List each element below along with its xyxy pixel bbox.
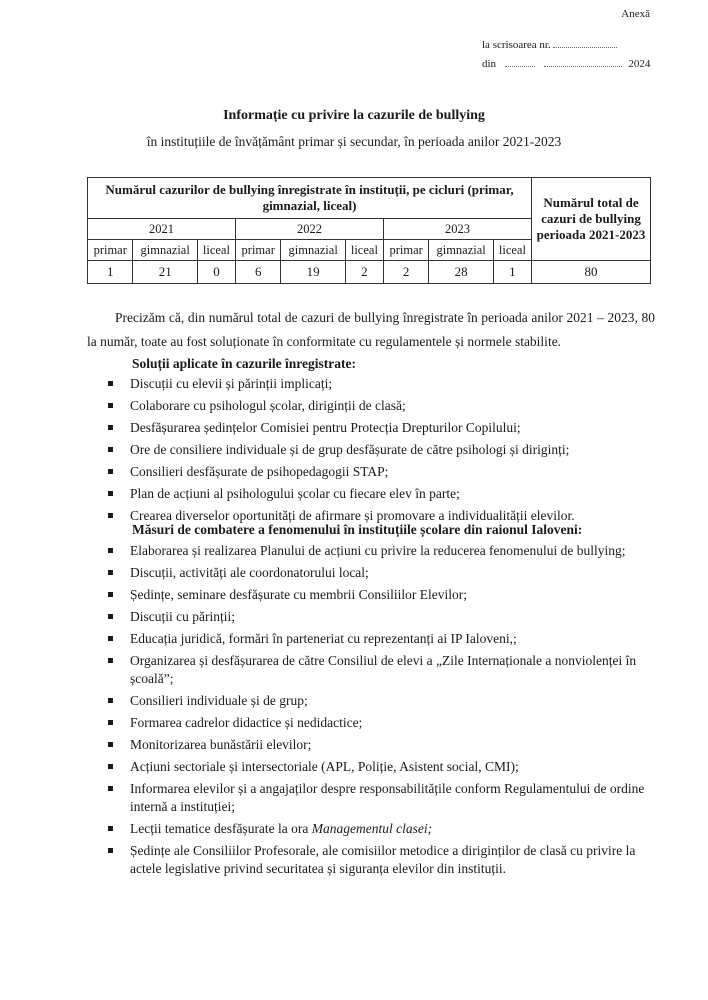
document-subtitle: în instituțiile de învățământ primar și secundar, în perioada anilor 2021-2023 xyxy=(146,134,562,149)
level-header: primar xyxy=(235,240,280,261)
bullet-icon xyxy=(108,548,113,553)
list-item-text: Informarea elevilor și a angajaților despre responsabilitățile conform Regulamentului de ordine internă a instituției; xyxy=(130,781,645,814)
level-header: primar xyxy=(88,240,133,261)
list-item xyxy=(108,714,656,732)
bullet-icon xyxy=(108,570,113,575)
list-item-text: Discuții, activități ale coordonatorului local; xyxy=(130,565,369,580)
solutions-list xyxy=(108,375,656,529)
bullet-icon xyxy=(108,491,113,496)
bullet-icon xyxy=(108,592,113,597)
list-item xyxy=(108,485,656,503)
measures-heading: Măsuri de combatere a fenomenului în instituțiile școlare din raionul Ialoveni: xyxy=(132,522,583,537)
list-item-text: Educația juridică, formări în parteneriat cu reprezentanți ai IP Ialoveni,; xyxy=(130,631,517,646)
list-item-italic-text: Managementul clasei; xyxy=(311,821,433,836)
letter-reference xyxy=(482,36,650,74)
level-header: gimnazial xyxy=(281,240,345,261)
table-cell-value: 28 xyxy=(429,261,493,284)
list-item-text: Plan de acțiuni al psihologului școlar cu fiecare elev în parte; xyxy=(130,486,460,501)
bullet-icon xyxy=(108,742,113,747)
list-item xyxy=(108,375,656,393)
letter-date-label: din xyxy=(482,58,497,70)
year-2021-header: 2021 xyxy=(88,219,236,240)
table-cell-value: 21 xyxy=(133,261,197,284)
bullet-icon xyxy=(108,447,113,452)
list-item-text: Consilieri desfășurate de psihopedagogii STAP; xyxy=(130,464,389,479)
list-item xyxy=(108,419,656,437)
bullet-icon xyxy=(108,826,113,831)
letter-number-label: la scrisoarea nr. xyxy=(482,39,551,51)
year-2023-header: 2023 xyxy=(383,219,531,240)
list-item-text: Lecții tematice desfășurate la ora xyxy=(130,821,312,836)
list-item xyxy=(108,652,656,688)
bullet-icon xyxy=(108,381,113,386)
list-item xyxy=(108,463,656,481)
list-item-text: Ședințe ale Consiliilor Profesorale, ale comisiilor metodice a diriginților de clasă cu privire la actele legislative privind securitatea și siguranța elevilor din instituții. xyxy=(130,843,636,876)
list-item-text: Formarea cadrelor didactice și nedidactice; xyxy=(130,715,363,730)
list-item xyxy=(108,692,656,710)
bullet-icon xyxy=(108,403,113,408)
list-item-text: Ore de consiliere individuale și de grup desfășurate de către psihologi și diriginți; xyxy=(130,442,570,457)
level-header: liceal xyxy=(197,240,235,261)
letter-date-line xyxy=(482,55,650,74)
bullet-icon xyxy=(108,786,113,791)
list-item xyxy=(108,780,656,816)
list-item xyxy=(108,758,656,776)
year-2022-header: 2022 xyxy=(235,219,383,240)
letter-number-line xyxy=(482,36,650,55)
bullet-icon xyxy=(108,720,113,725)
document-title: Informație cu privire la cazurile de bullying xyxy=(223,108,485,123)
bullet-icon xyxy=(108,848,113,853)
list-item-text: Acțiuni sectoriale și intersectoriale (APL, Poliție, Asistent social, CMI); xyxy=(130,759,519,774)
table-cell-value: 19 xyxy=(281,261,345,284)
table-total-value: 80 xyxy=(532,261,651,284)
table-cell-value: 1 xyxy=(88,261,133,284)
level-header: primar xyxy=(383,240,428,261)
list-item xyxy=(108,630,656,648)
list-item-text: Crearea diverselor oportunități de afirmare și promovare a individualității elevilor. xyxy=(130,508,575,523)
letter-month-blank xyxy=(544,66,622,67)
bullet-icon xyxy=(108,698,113,703)
list-item xyxy=(108,608,656,626)
table-total-header: Numărul total de cazuri de bullying perioada 2021-2023 xyxy=(532,178,651,261)
list-item-text: Monitorizarea bunăstării elevilor; xyxy=(130,737,312,752)
solutions-heading: Soluții aplicate în cazurile înregistrate: xyxy=(132,356,356,371)
letter-year: 2024 xyxy=(628,58,651,70)
summary-paragraph: Precizăm că, din numărul total de cazuri de bullying înregistrate în perioada anilor 2021 – 2023, 80 la număr, toate au fost soluționate în conformitate cu regulamentele și normele stabilite. xyxy=(87,310,655,349)
list-item-text: Ședințe, seminare desfășurate cu membrii Consiliilor Elevilor; xyxy=(130,587,468,602)
bullet-icon xyxy=(108,636,113,641)
list-item xyxy=(108,542,656,560)
list-item xyxy=(108,586,656,604)
bullying-cases-table xyxy=(87,177,651,284)
bullet-icon xyxy=(108,764,113,769)
list-item xyxy=(108,736,656,754)
list-item-text: Desfășurarea ședințelor Comisiei pentru Protecția Drepturilor Copilului; xyxy=(130,420,521,435)
level-header: gimnazial xyxy=(133,240,197,261)
table-cell-value: 1 xyxy=(493,261,531,284)
letter-day-blank xyxy=(505,66,535,67)
bullet-icon xyxy=(108,658,113,663)
list-item-text: Colaborare cu psihologul școlar, diriginții de clasă; xyxy=(130,398,406,413)
annex-label: Anexă xyxy=(621,8,650,20)
table-cell-value: 0 xyxy=(197,261,235,284)
list-item xyxy=(108,820,656,838)
level-header: liceal xyxy=(345,240,383,261)
list-item-text: Consilieri individuale și de grup; xyxy=(130,693,308,708)
list-item xyxy=(108,441,656,459)
list-item xyxy=(108,842,656,878)
measures-list xyxy=(108,542,656,882)
table-cell-value: 2 xyxy=(383,261,428,284)
bullet-icon xyxy=(108,513,113,518)
list-item xyxy=(108,564,656,582)
level-header: gimnazial xyxy=(429,240,493,261)
bullet-icon xyxy=(108,425,113,430)
table-cell-value: 2 xyxy=(345,261,383,284)
table-cell-value: 6 xyxy=(235,261,280,284)
level-header: liceal xyxy=(493,240,531,261)
letter-number-blank xyxy=(553,47,617,48)
list-item-text: Organizarea și desfășurarea de către Consiliul de elevi a „Zile Internaționale a nonviolenței în școală”; xyxy=(130,653,637,686)
list-item xyxy=(108,397,656,415)
bullet-icon xyxy=(108,614,113,619)
table-main-header: Numărul cazurilor de bullying înregistrate în instituții, pe cicluri (primar, gimnazial, liceal) xyxy=(88,178,532,219)
list-item-text: Discuții cu părinții; xyxy=(130,609,235,624)
list-item-text: Elaborarea și realizarea Planului de acțiuni cu privire la reducerea fenomenului de bullying; xyxy=(130,543,626,558)
list-item-text: Discuții cu elevii și părinții implicați; xyxy=(130,376,333,391)
bullet-icon xyxy=(108,469,113,474)
